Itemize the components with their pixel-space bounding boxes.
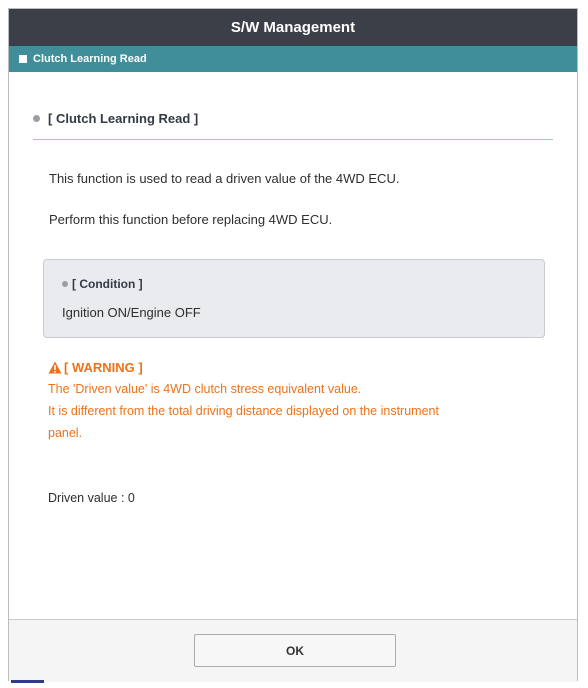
- description-line-1: This function is used to read a driven value of the 4WD ECU.: [49, 171, 400, 186]
- ok-button[interactable]: OK: [194, 634, 396, 667]
- subheader-label: Clutch Learning Read: [33, 53, 147, 65]
- sw-management-dialog: [8, 8, 578, 681]
- section-heading: [33, 111, 553, 140]
- dialog-title: S/W Management: [230, 19, 356, 36]
- bullet-icon: [33, 115, 40, 122]
- dialog-footer: [9, 619, 577, 682]
- driven-value-readout: Driven value : 0: [48, 491, 135, 505]
- warning-line-3: panel.: [48, 426, 83, 440]
- bullet-icon: [62, 281, 68, 287]
- warning-title-text: [ WARNING ]: [64, 360, 143, 375]
- square-bullet-icon: [19, 55, 27, 63]
- condition-title-text: [ Condition ]: [72, 277, 143, 291]
- warning-line-1: The 'Driven value' is 4WD clutch stress equivalent value.: [48, 382, 362, 396]
- condition-text: Ignition ON/Engine OFF: [62, 305, 201, 320]
- warning-line-2: It is different from the total driving distance displayed on the instrument: [48, 404, 439, 418]
- condition-title: [62, 277, 143, 291]
- section-title: [ Clutch Learning Read ]: [48, 111, 199, 126]
- corner-indicator: [11, 680, 44, 683]
- warning-title: [48, 360, 143, 375]
- dialog-title-bar: [9, 9, 577, 46]
- description-line-2: Perform this function before replacing 4WD ECU.: [49, 212, 333, 227]
- condition-box: [43, 259, 545, 338]
- subheader-bar: [9, 46, 577, 72]
- warning-triangle-icon: [48, 361, 62, 374]
